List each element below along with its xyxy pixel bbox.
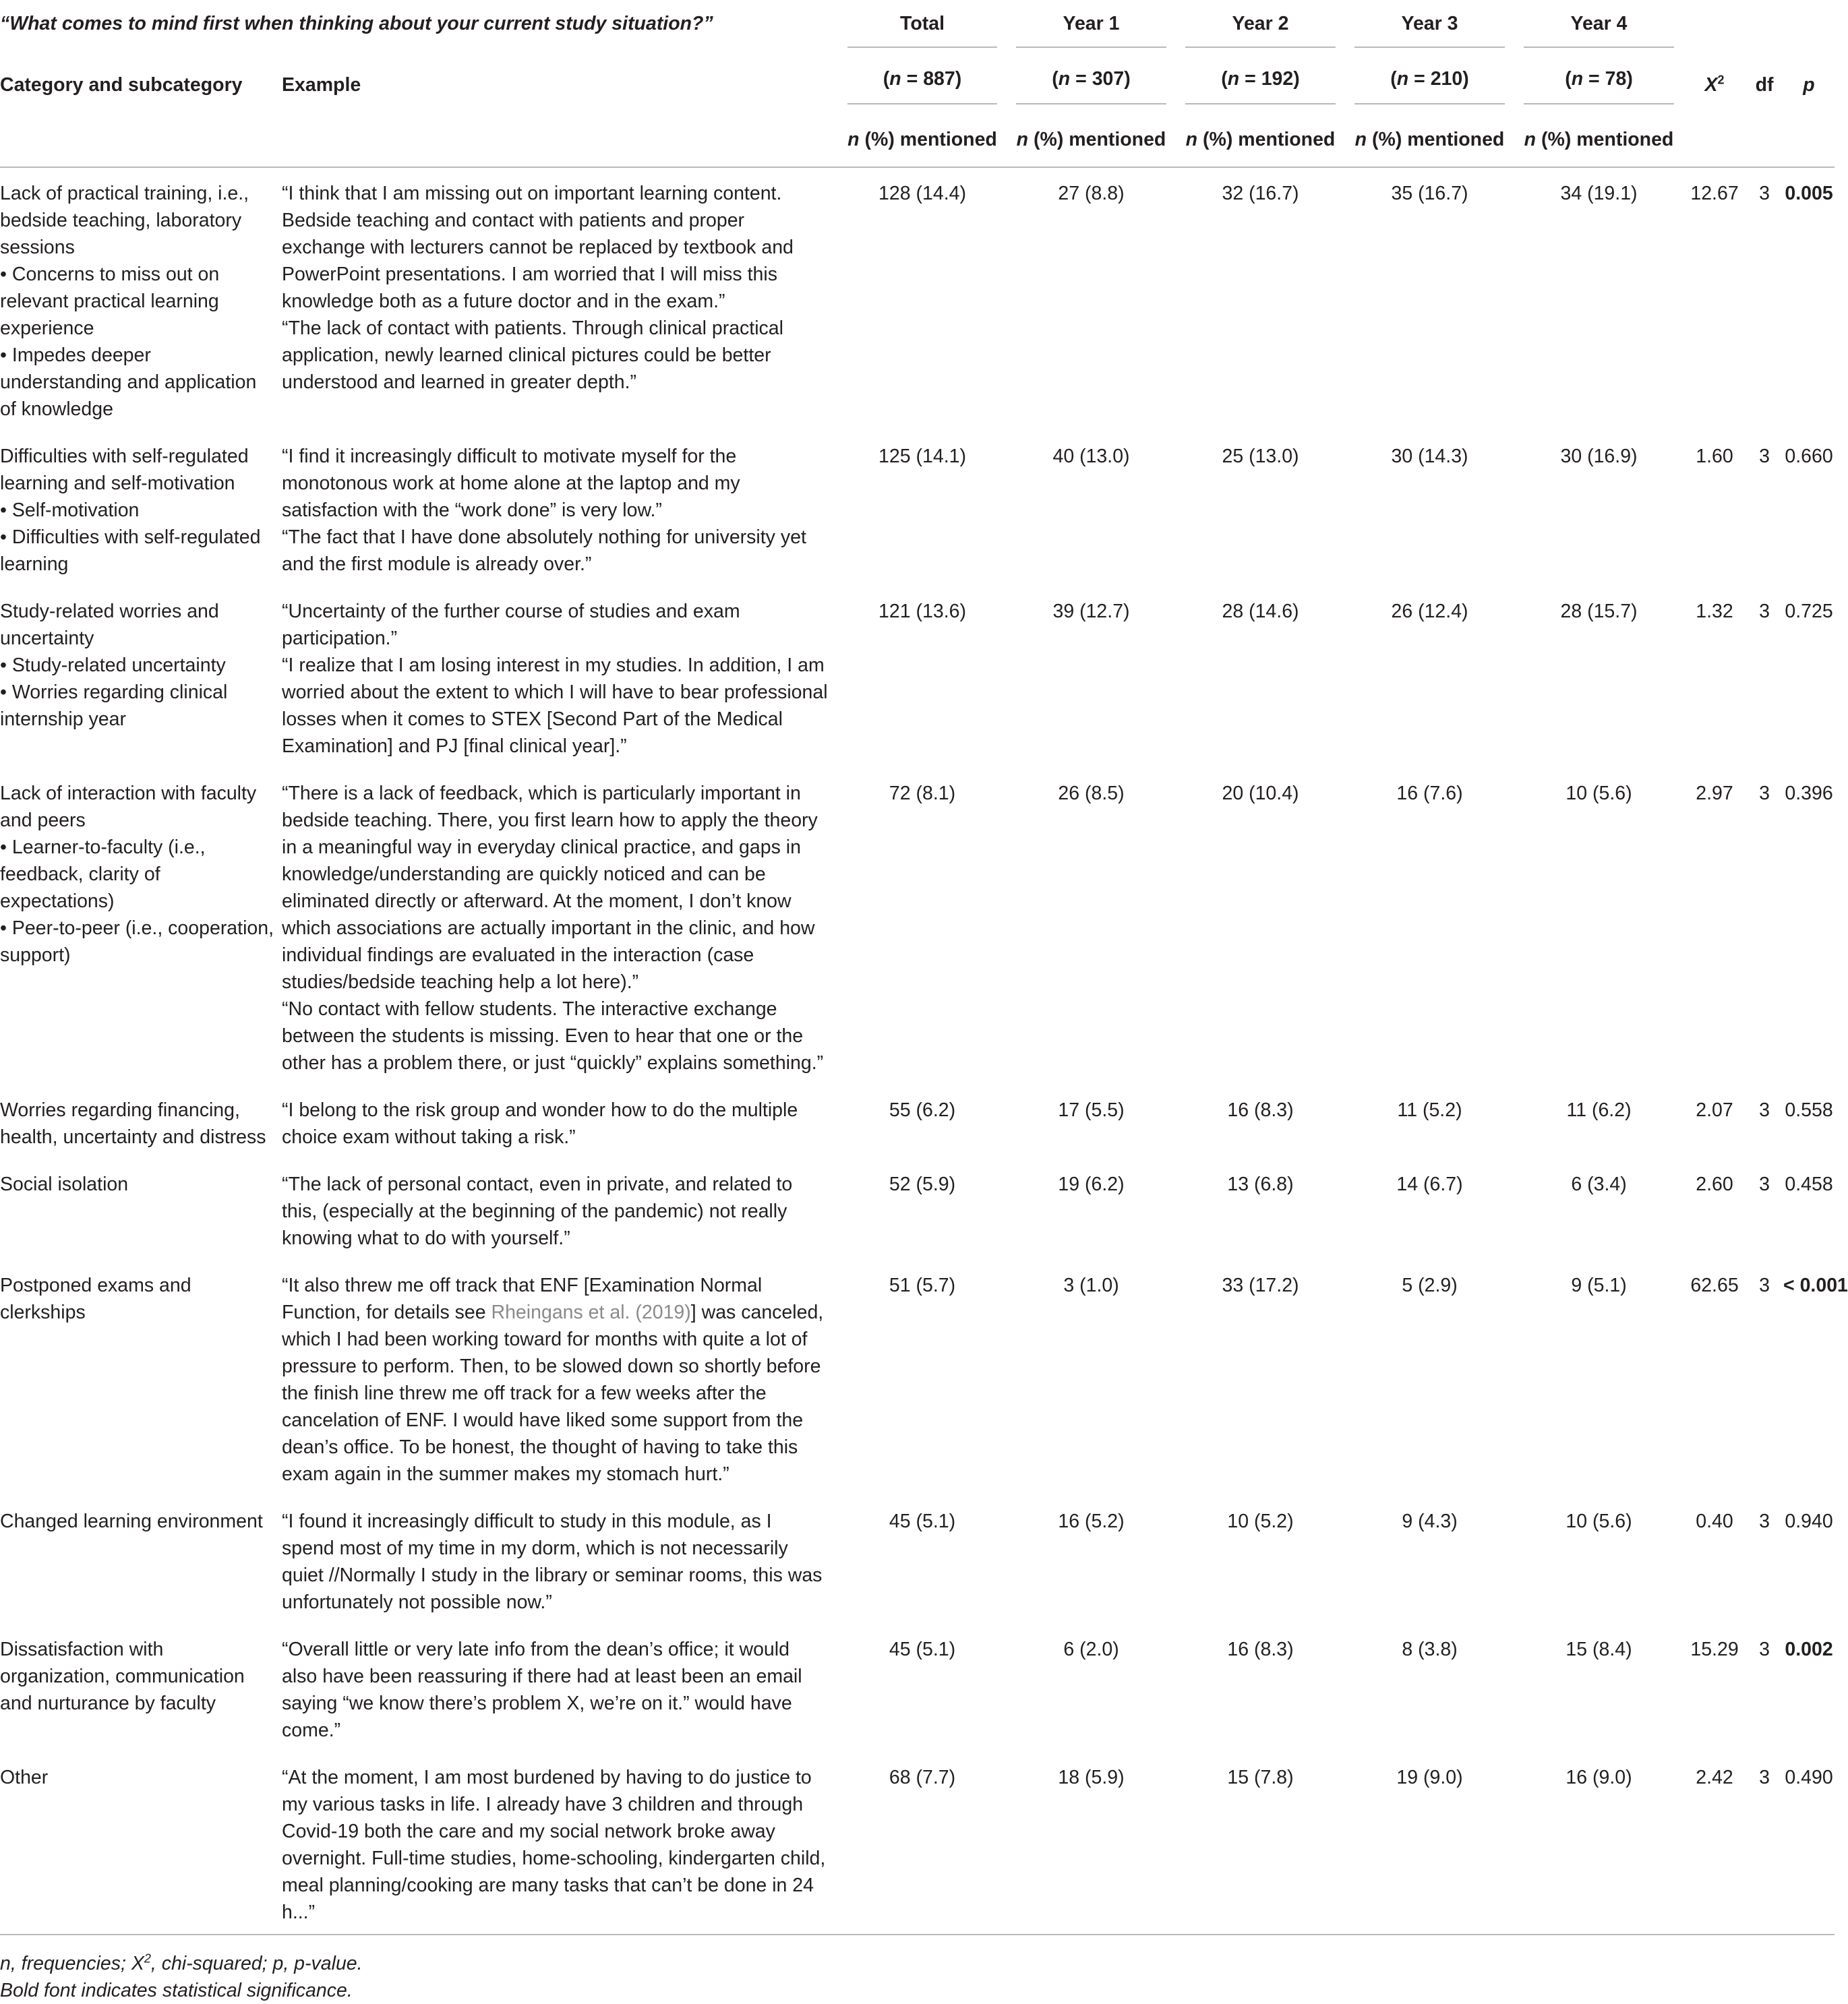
value-cell: 30 (16.9) bbox=[1560, 446, 1638, 467]
p-value-cell: 0.396 bbox=[1785, 783, 1833, 804]
table-row bbox=[0, 586, 1835, 768]
value-cell: 19 (9.0) bbox=[1396, 1767, 1463, 1788]
value-cell: 52 (5.9) bbox=[889, 1174, 956, 1195]
example-quote: “I found it increasingly difficult to study in this module, as I spend most of my time in my dorm, which is not necessarily quiet //Normally I study in the library or seminar rooms, this was unfortunately not possible now.” bbox=[282, 1511, 823, 1613]
value-cell: 16 (8.3) bbox=[1227, 1639, 1294, 1660]
header-group-label: Year 4 bbox=[1524, 10, 1674, 48]
category-cell bbox=[0, 431, 282, 586]
example-quote: “I think that I am missing out on important learning content. Bedside teaching and contact with patients and proper exchange with lecturers cannot be replaced by textbook and PowerPoint presentations. I am worried that I will miss this knowledge both as a future doctor and in the exam.” bbox=[282, 183, 794, 312]
p-value-cell: 0.660 bbox=[1785, 446, 1833, 467]
header-p: p bbox=[1803, 73, 1815, 96]
header-example: Example bbox=[282, 73, 361, 96]
example-quote: “There is a lack of feedback, which is particularly important in bedside teaching. There, you first learn how to apply the theory in a meaningful way in everyday clinical practice, and gaps in knowledge/understanding are quickly noticed and can be eliminated directly or afterward. At the moment, I don’t know which associations are actually important in the clinic, and how individual findings are evaluated in the interaction (case studies/bedside teaching help a lot here).” bbox=[282, 783, 818, 993]
example-quote: “It also threw me off track that ENF [Examination Normal Function, for details see Rheingans et al. (2019)] was canceled, which I had been working toward for months with quite a lot of pressure to perform. Then, to be slowed down so shortly before the finish line threw me off track for a few weeks after the cancelation of ENF. I would have liked some support from the dean’s office. To be honest, the thought of having to take this exam again in the summer makes my stomach hurt.” bbox=[282, 1275, 824, 1485]
table-body bbox=[0, 167, 1848, 1934]
example-quote: “The lack of personal contact, even in private, and related to this, (especially at the beginning of the pandemic) not really knowing what to do with yourself.” bbox=[282, 1174, 793, 1249]
df-cell: 3 bbox=[1759, 1639, 1770, 1660]
subcategory-item: • Study-related uncertainty bbox=[0, 652, 276, 679]
example-quote: “Uncertainty of the further course of studies and exam participation.” bbox=[282, 601, 740, 649]
value-cell: 10 (5.2) bbox=[1227, 1511, 1294, 1532]
value-cell: 45 (5.1) bbox=[889, 1639, 956, 1660]
example-cell bbox=[282, 1624, 838, 1752]
category-cell bbox=[0, 768, 282, 1085]
value-cell: 34 (19.1) bbox=[1560, 183, 1638, 204]
value-cell: 35 (16.7) bbox=[1391, 183, 1468, 204]
p-value-cell: 0.940 bbox=[1785, 1511, 1833, 1532]
table-row bbox=[0, 1260, 1835, 1496]
value-cell: 26 (8.5) bbox=[1058, 783, 1125, 804]
value-cell: 6 (2.0) bbox=[1063, 1639, 1119, 1660]
table-row bbox=[0, 167, 1835, 431]
value-cell: 68 (7.7) bbox=[889, 1767, 956, 1788]
subcategory-item: • Difficulties with self-regulated learning bbox=[0, 524, 276, 578]
header-n-year1: (n = 307) bbox=[1007, 57, 1176, 112]
category-cell bbox=[0, 1752, 282, 1934]
df-cell: 3 bbox=[1759, 1275, 1770, 1296]
p-value-cell: 0.005 bbox=[1785, 183, 1833, 204]
value-cell: 33 (17.2) bbox=[1222, 1275, 1299, 1296]
header-group-label: Year 2 bbox=[1185, 10, 1336, 48]
header-group-label: Total bbox=[847, 10, 997, 48]
df-cell: 3 bbox=[1759, 1511, 1770, 1532]
value-cell: 27 (8.8) bbox=[1058, 183, 1125, 204]
category-label: Difficulties with self-regulated learning and self-motivation bbox=[0, 446, 249, 494]
example-cell bbox=[282, 1496, 838, 1624]
footnote-line-2: Bold font indicates statistical significance. bbox=[0, 1980, 353, 2001]
subcategory-item: • Impedes deeper understanding and application of knowledge bbox=[0, 342, 276, 423]
header-n-year4: (n = 78) bbox=[1514, 57, 1683, 112]
chi-square-cell: 12.67 bbox=[1690, 183, 1739, 204]
value-cell: 128 (14.4) bbox=[878, 183, 966, 204]
category-cell bbox=[0, 1496, 282, 1624]
p-value-cell: 0.558 bbox=[1785, 1099, 1833, 1121]
question-text: “What comes to mind first when thinking about your current study situation?” bbox=[0, 13, 713, 34]
footnote-line-1: n, frequencies; $X^2$, chi-squared; p, p-value. bbox=[0, 1951, 363, 1974]
example-quote: “The lack of contact with patients. Through clinical practical application, newly learned clinical pictures could be better understood and learned in greater depth.” bbox=[282, 317, 783, 393]
header-group-total bbox=[838, 0, 1007, 57]
header-category: Category and subcategory bbox=[0, 73, 243, 96]
example-quote: “I realize that I am losing interest in my studies. In addition, I am worried about the extent to which I will have to bear professional losses when it comes to STEX [Second Part of the Medical Examination] and PJ [final clinical year].” bbox=[282, 655, 828, 757]
p-value-cell: < 0.001 bbox=[1783, 1275, 1848, 1296]
category-cell bbox=[0, 1085, 282, 1159]
header-n-year2: (n = 192) bbox=[1176, 57, 1345, 112]
header-group-label: Year 3 bbox=[1354, 10, 1505, 48]
category-cell bbox=[0, 1624, 282, 1752]
value-cell: 16 (9.0) bbox=[1566, 1767, 1632, 1788]
value-cell: 16 (8.3) bbox=[1227, 1099, 1294, 1121]
chi-square-cell: 62.65 bbox=[1690, 1275, 1739, 1296]
chi-square-cell: 2.97 bbox=[1696, 783, 1733, 804]
table-row bbox=[0, 768, 1835, 1085]
table-footnote bbox=[0, 1934, 1835, 2004]
example-quote: “The fact that I have done absolutely nothing for university yet and the first module is already over.” bbox=[282, 526, 806, 575]
df-cell: 3 bbox=[1759, 1174, 1770, 1195]
value-cell: 13 (6.8) bbox=[1227, 1174, 1294, 1195]
table-row bbox=[0, 1496, 1835, 1624]
category-cell bbox=[0, 1260, 282, 1496]
value-cell: 15 (7.8) bbox=[1227, 1767, 1294, 1788]
chi-square-cell: 2.60 bbox=[1696, 1174, 1733, 1195]
value-cell: 45 (5.1) bbox=[889, 1511, 956, 1532]
p-value-cell: 0.490 bbox=[1785, 1767, 1833, 1788]
df-cell: 3 bbox=[1759, 783, 1770, 804]
category-label: Postponed exams and clerkships bbox=[0, 1275, 191, 1323]
example-quote: “At the moment, I am most burdened by having to do justice to my various tasks in life. I already have 3 children and through Covid-19 both the care and my social network broke away overnight. Full-time studies, home-schooling, kindergarten child, meal planning/cooking are many tasks that can’t be done in 24 h...” bbox=[282, 1767, 826, 1923]
example-quote: “I belong to the risk group and wonder how to do the multiple choice exam without taking a risk.” bbox=[282, 1099, 798, 1148]
header-row-2 bbox=[0, 57, 1835, 112]
table-row bbox=[0, 431, 1835, 586]
subcategory-item: • Worries regarding clinical internship year bbox=[0, 679, 276, 733]
value-cell: 28 (14.6) bbox=[1222, 601, 1299, 622]
value-cell: 20 (10.4) bbox=[1222, 783, 1299, 804]
table-row bbox=[0, 1624, 1835, 1752]
category-cell bbox=[0, 167, 282, 431]
header-sub-year1: n (%) mentioned bbox=[1016, 128, 1166, 150]
value-cell: 39 (12.7) bbox=[1052, 601, 1130, 622]
category-label: Other bbox=[0, 1767, 49, 1788]
header-n-year3: (n = 210) bbox=[1345, 57, 1514, 112]
header-group-year3 bbox=[1345, 0, 1514, 57]
value-cell: 10 (5.6) bbox=[1566, 1511, 1632, 1532]
value-cell: 26 (12.4) bbox=[1391, 601, 1468, 622]
subcategory-item: • Peer-to-peer (i.e., cooperation, support) bbox=[0, 915, 276, 969]
header-sub-year3: n (%) mentioned bbox=[1354, 128, 1505, 150]
header-row-1 bbox=[0, 0, 1835, 57]
table-row bbox=[0, 1752, 1835, 1934]
p-value-cell: 0.725 bbox=[1785, 601, 1833, 622]
value-cell: 16 (7.6) bbox=[1396, 783, 1463, 804]
value-cell: 30 (14.3) bbox=[1391, 446, 1468, 467]
chi-square-cell: 1.60 bbox=[1696, 446, 1733, 467]
example-quote: “I find it increasingly difficult to motivate myself for the monotonous work at home alone at the laptop and my satisfaction with the “work done” is very low.” bbox=[282, 446, 740, 521]
header-chi: $X^2$ bbox=[1704, 73, 1725, 96]
value-cell: 16 (5.2) bbox=[1058, 1511, 1125, 1532]
subcategory-item: • Concerns to miss out on relevant practical learning experience bbox=[0, 261, 276, 342]
chi-square-cell: 2.42 bbox=[1696, 1767, 1733, 1788]
citation-link[interactable]: Rheingans et al. (2019) bbox=[491, 1302, 691, 1323]
value-cell: 40 (13.0) bbox=[1052, 446, 1130, 467]
category-label: Lack of practical training, i.e., bedside teaching, laboratory sessions bbox=[0, 183, 249, 258]
value-cell: 18 (5.9) bbox=[1058, 1767, 1125, 1788]
value-cell: 10 (5.6) bbox=[1566, 783, 1632, 804]
value-cell: 11 (5.2) bbox=[1397, 1099, 1462, 1121]
example-cell bbox=[282, 1159, 838, 1260]
p-value-cell: 0.458 bbox=[1785, 1174, 1833, 1195]
example-cell bbox=[282, 586, 838, 768]
value-cell: 32 (16.7) bbox=[1222, 183, 1299, 204]
value-cell: 14 (6.7) bbox=[1396, 1174, 1463, 1195]
header-group-label: Year 1 bbox=[1016, 10, 1166, 48]
category-cell bbox=[0, 586, 282, 768]
value-cell: 17 (5.5) bbox=[1058, 1099, 1125, 1121]
example-cell bbox=[282, 1085, 838, 1159]
df-cell: 3 bbox=[1759, 446, 1770, 467]
header-group-year2 bbox=[1176, 0, 1345, 57]
category-label: Worries regarding financing, health, uncertainty and distress bbox=[0, 1099, 266, 1148]
category-label: Lack of interaction with faculty and peers bbox=[0, 783, 257, 831]
example-cell bbox=[282, 1752, 838, 1934]
value-cell: 15 (8.4) bbox=[1566, 1639, 1632, 1660]
value-cell: 5 (2.9) bbox=[1402, 1275, 1458, 1296]
header-n-total: (n = 887) bbox=[838, 57, 1007, 112]
category-label: Study-related worries and uncertainty bbox=[0, 601, 219, 649]
chi-square-cell: 1.32 bbox=[1696, 601, 1733, 622]
subcategory-item: • Learner-to-faculty (i.e., feedback, clarity of expectations) bbox=[0, 834, 276, 915]
p-value-cell: 0.002 bbox=[1785, 1639, 1833, 1660]
header-sub-year4: n (%) mentioned bbox=[1524, 128, 1674, 150]
df-cell: 3 bbox=[1759, 601, 1770, 622]
example-cell bbox=[282, 1260, 838, 1496]
category-label: Changed learning environment bbox=[0, 1511, 263, 1532]
header-group-year1 bbox=[1007, 0, 1176, 57]
example-cell bbox=[282, 431, 838, 586]
value-cell: 72 (8.1) bbox=[889, 783, 956, 804]
value-cell: 25 (13.0) bbox=[1222, 446, 1299, 467]
value-cell: 51 (5.7) bbox=[889, 1275, 956, 1296]
df-cell: 3 bbox=[1759, 1767, 1770, 1788]
table-row bbox=[0, 1159, 1835, 1260]
value-cell: 9 (4.3) bbox=[1402, 1511, 1458, 1532]
value-cell: 19 (6.2) bbox=[1058, 1174, 1125, 1195]
table-row bbox=[0, 1085, 1835, 1159]
example-cell bbox=[282, 167, 838, 431]
header-df: df bbox=[1755, 73, 1774, 96]
value-cell: 11 (6.2) bbox=[1566, 1099, 1632, 1121]
chi-square-cell: 0.40 bbox=[1696, 1511, 1733, 1532]
category-label: Social isolation bbox=[0, 1174, 129, 1195]
value-cell: 28 (15.7) bbox=[1560, 601, 1638, 622]
header-sub-total: n (%) mentioned bbox=[847, 128, 997, 150]
example-quote: “No contact with fellow students. The interactive exchange between the students is missing. Even to hear that one or the other has a problem there, or just “quickly” explains something.” bbox=[282, 998, 824, 1074]
value-cell: 121 (13.6) bbox=[878, 601, 966, 622]
value-cell: 6 (3.4) bbox=[1571, 1174, 1627, 1195]
value-cell: 8 (3.8) bbox=[1402, 1639, 1458, 1660]
value-cell: 3 (1.0) bbox=[1063, 1275, 1119, 1296]
chi-square-cell: 2.07 bbox=[1696, 1099, 1733, 1121]
category-label: Dissatisfaction with organization, communication and nurturance by faculty bbox=[0, 1639, 245, 1714]
df-cell: 3 bbox=[1759, 1099, 1770, 1121]
category-cell bbox=[0, 1159, 282, 1260]
subcategory-item: • Self-motivation bbox=[0, 497, 276, 524]
header-row-3 bbox=[0, 112, 1835, 167]
example-cell bbox=[282, 768, 838, 1085]
value-cell: 125 (14.1) bbox=[878, 446, 966, 467]
header-group-year4 bbox=[1514, 0, 1683, 57]
value-cell: 9 (5.1) bbox=[1571, 1275, 1627, 1296]
header-sub-year2: n (%) mentioned bbox=[1185, 128, 1336, 150]
value-cell: 55 (6.2) bbox=[889, 1099, 956, 1121]
chi-square-cell: 15.29 bbox=[1690, 1639, 1739, 1660]
df-cell: 3 bbox=[1759, 183, 1770, 204]
example-quote: “Overall little or very late info from the dean’s office; it would also have been reassuring if there had at least been an email saying “we know there’s problem X, we’re on it.” would have come.” bbox=[282, 1639, 802, 1741]
